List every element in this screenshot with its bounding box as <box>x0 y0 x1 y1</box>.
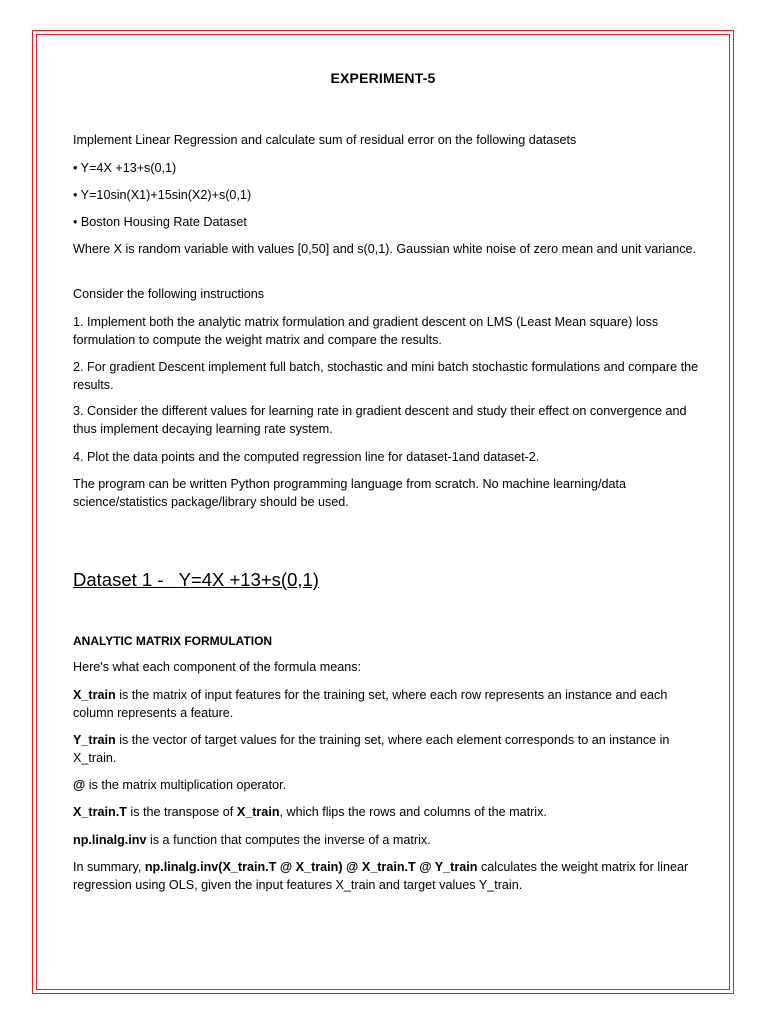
definition-y-train <box>73 732 703 767</box>
definition-term: Y_train <box>73 733 116 747</box>
bullet-item-1: • Y=4X +13+s(0,1) <box>73 161 177 175</box>
instruction-4: 4. Plot the data points and the computed regression line for dataset-1and dataset-2. <box>73 450 540 464</box>
document-title: EXPERIMENT-5 <box>330 70 436 86</box>
definition-x-train <box>73 687 703 722</box>
intro-paragraph: Implement Linear Regression and calculate sum of residual error on the following datasets <box>73 133 577 147</box>
definition-matmul <box>73 777 703 795</box>
consider-paragraph: Consider the following instructions <box>73 287 265 301</box>
instruction-3: 3. Consider the different values for learning rate in gradient descent and study their effect on convergence and thus implement decaying learning rate system. <box>73 404 687 436</box>
definition-transpose <box>73 804 703 822</box>
bullet-item-2: • Y=10sin(X1)+15sin(X2)+s(0,1) <box>73 188 252 202</box>
summary-formula: np.linalg.inv(X_train.T @ X_train) @ X_train.T @ Y_train <box>144 860 478 874</box>
explain-intro: Here's what each component of the formula means: <box>73 660 362 674</box>
instruction-1: 1. Implement both the analytic matrix formulation and gradient descent on LMS (Least Mean square) loss formulation to compute the weight matrix and compare the results. <box>73 315 659 347</box>
program-note: The program can be written Python programming language from scratch. No machine learning/data science/statistics package/library should be used. <box>73 477 627 509</box>
instruction-2: 2. For gradient Descent implement full batch, stochastic and mini batch stochastic formulations and compare the results. <box>73 360 699 392</box>
definition-inverse <box>73 832 703 850</box>
definition-term: @ <box>73 778 86 792</box>
where-paragraph: Where X is random variable with values [0,50] and s(0,1). Gaussian white noise of zero mean and unit variance. <box>73 242 697 256</box>
definition-text: is the matrix of input features for the training set, where each row represents an instance and each column represents a feature. <box>73 688 668 720</box>
definition-text: is the transpose of <box>126 805 237 819</box>
summary-suffix: calculates the weight matrix for linear regression using OLS, given the input features X_train and target values Y_train. <box>73 860 689 892</box>
summary-prefix: In summary, <box>73 860 145 874</box>
definition-text: is the matrix multiplication operator. <box>85 778 287 792</box>
definition-text: is the vector of target values for the training set, where each element corresponds to an instance in X_train. <box>73 733 670 765</box>
section-heading: ANALYTIC MATRIX FORMULATION <box>73 634 273 648</box>
bullet-item-3: • Boston Housing Rate Dataset <box>73 215 247 229</box>
definition-term: np.linalg.inv <box>73 833 147 847</box>
definition-text: is a function that computes the inverse of a matrix. <box>146 833 431 847</box>
definition-term: X_train <box>73 688 116 702</box>
definition-term-secondary: X_train <box>236 805 280 819</box>
definition-term: X_train.T <box>73 805 127 819</box>
dataset-heading: Dataset 1 - Y=4X +13+s(0,1) <box>73 569 319 590</box>
summary-paragraph <box>73 859 703 894</box>
definition-text-secondary: , which flips the rows and columns of the matrix. <box>279 805 547 819</box>
